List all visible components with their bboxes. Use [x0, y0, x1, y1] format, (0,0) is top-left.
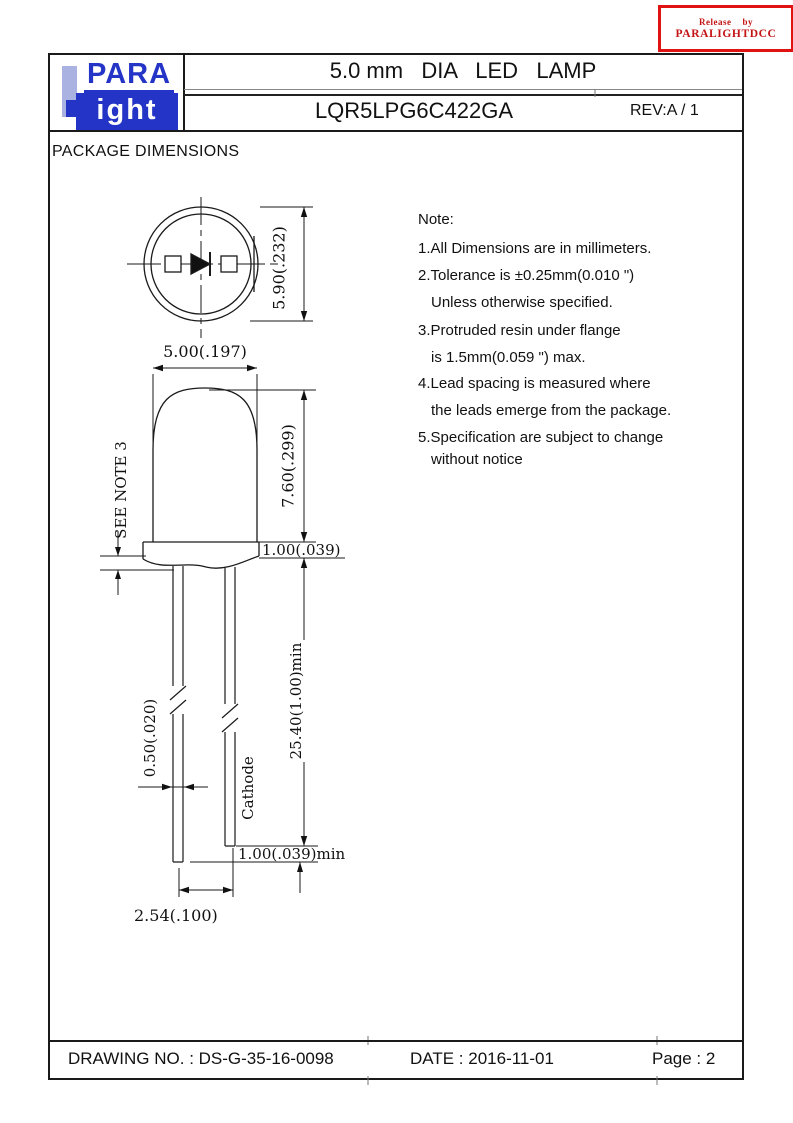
note-2-cont: Unless otherwise specified.: [431, 294, 613, 311]
dim-label-lead-spacing: 2.54(.100): [134, 906, 218, 925]
logo-text-ight: ight: [76, 93, 178, 130]
resin-protrusion-wave: [143, 556, 259, 568]
note-1: 1.All Dimensions are in millimeters.: [418, 240, 652, 257]
note-5: 5.Specification are subject to change: [418, 429, 664, 446]
note-3-cont: is 1.5mm(0.059 ") max.: [431, 349, 586, 366]
notes-block: [418, 211, 718, 481]
note-2: 2.Tolerance is ±0.25mm(0.010 "): [418, 267, 635, 284]
dim-lead-spacing: [179, 848, 233, 897]
section-title: PACKAGE DIMENSIONS: [52, 143, 240, 160]
stamp-release-by: Release by: [699, 17, 753, 27]
note-4: 4.Lead spacing is measured where: [418, 375, 651, 392]
dim-body-height: [209, 390, 316, 542]
logo-text-para: PARA: [84, 59, 174, 93]
dim-label-body-diameter: 5.00(.197): [163, 342, 247, 361]
see-note-label: SEE NOTE 3: [112, 441, 130, 539]
stamp-company: PARALIGHTDCC: [675, 28, 777, 40]
note-heading: Note:: [418, 211, 454, 228]
cathode-label: Cathode: [239, 756, 257, 820]
dim-label-lead-width: 0.50(.020): [141, 698, 159, 778]
dim-label-lead-tip-gap: 1.00(.039)min: [238, 845, 346, 863]
dim-label-lead-length: 25.40(1.00)min: [287, 642, 305, 760]
page-number: Page : 2: [652, 1049, 716, 1068]
dim-resin-protrusion: [100, 531, 174, 595]
dim-label-body-height: 7.60(.299): [278, 424, 298, 508]
dim-label-flange-height: 1.00(.039): [262, 541, 341, 559]
part-number: LQR5LPG6C422GA: [314, 98, 514, 123]
note-3: 3.Protruded resin under flange: [418, 322, 621, 339]
led-top-view: [127, 197, 283, 338]
dim-label-top-diameter: 5.90(.232): [269, 226, 289, 310]
led-side-view: [143, 388, 259, 568]
note-5-cont: without notice: [431, 451, 523, 468]
footer-date: DATE : 2016-11-01: [410, 1049, 554, 1068]
led-leads: [170, 566, 238, 862]
document-title: 5.0 mm DIA LED LAMP: [329, 58, 597, 83]
drawing-number: DRAWING NO. : DS-G-35-16-0098: [68, 1049, 334, 1068]
note-4-cont: the leads emerge from the package.: [431, 402, 672, 419]
dim-body-diameter: [153, 365, 257, 450]
revision-label: REV:A / 1: [630, 102, 699, 119]
